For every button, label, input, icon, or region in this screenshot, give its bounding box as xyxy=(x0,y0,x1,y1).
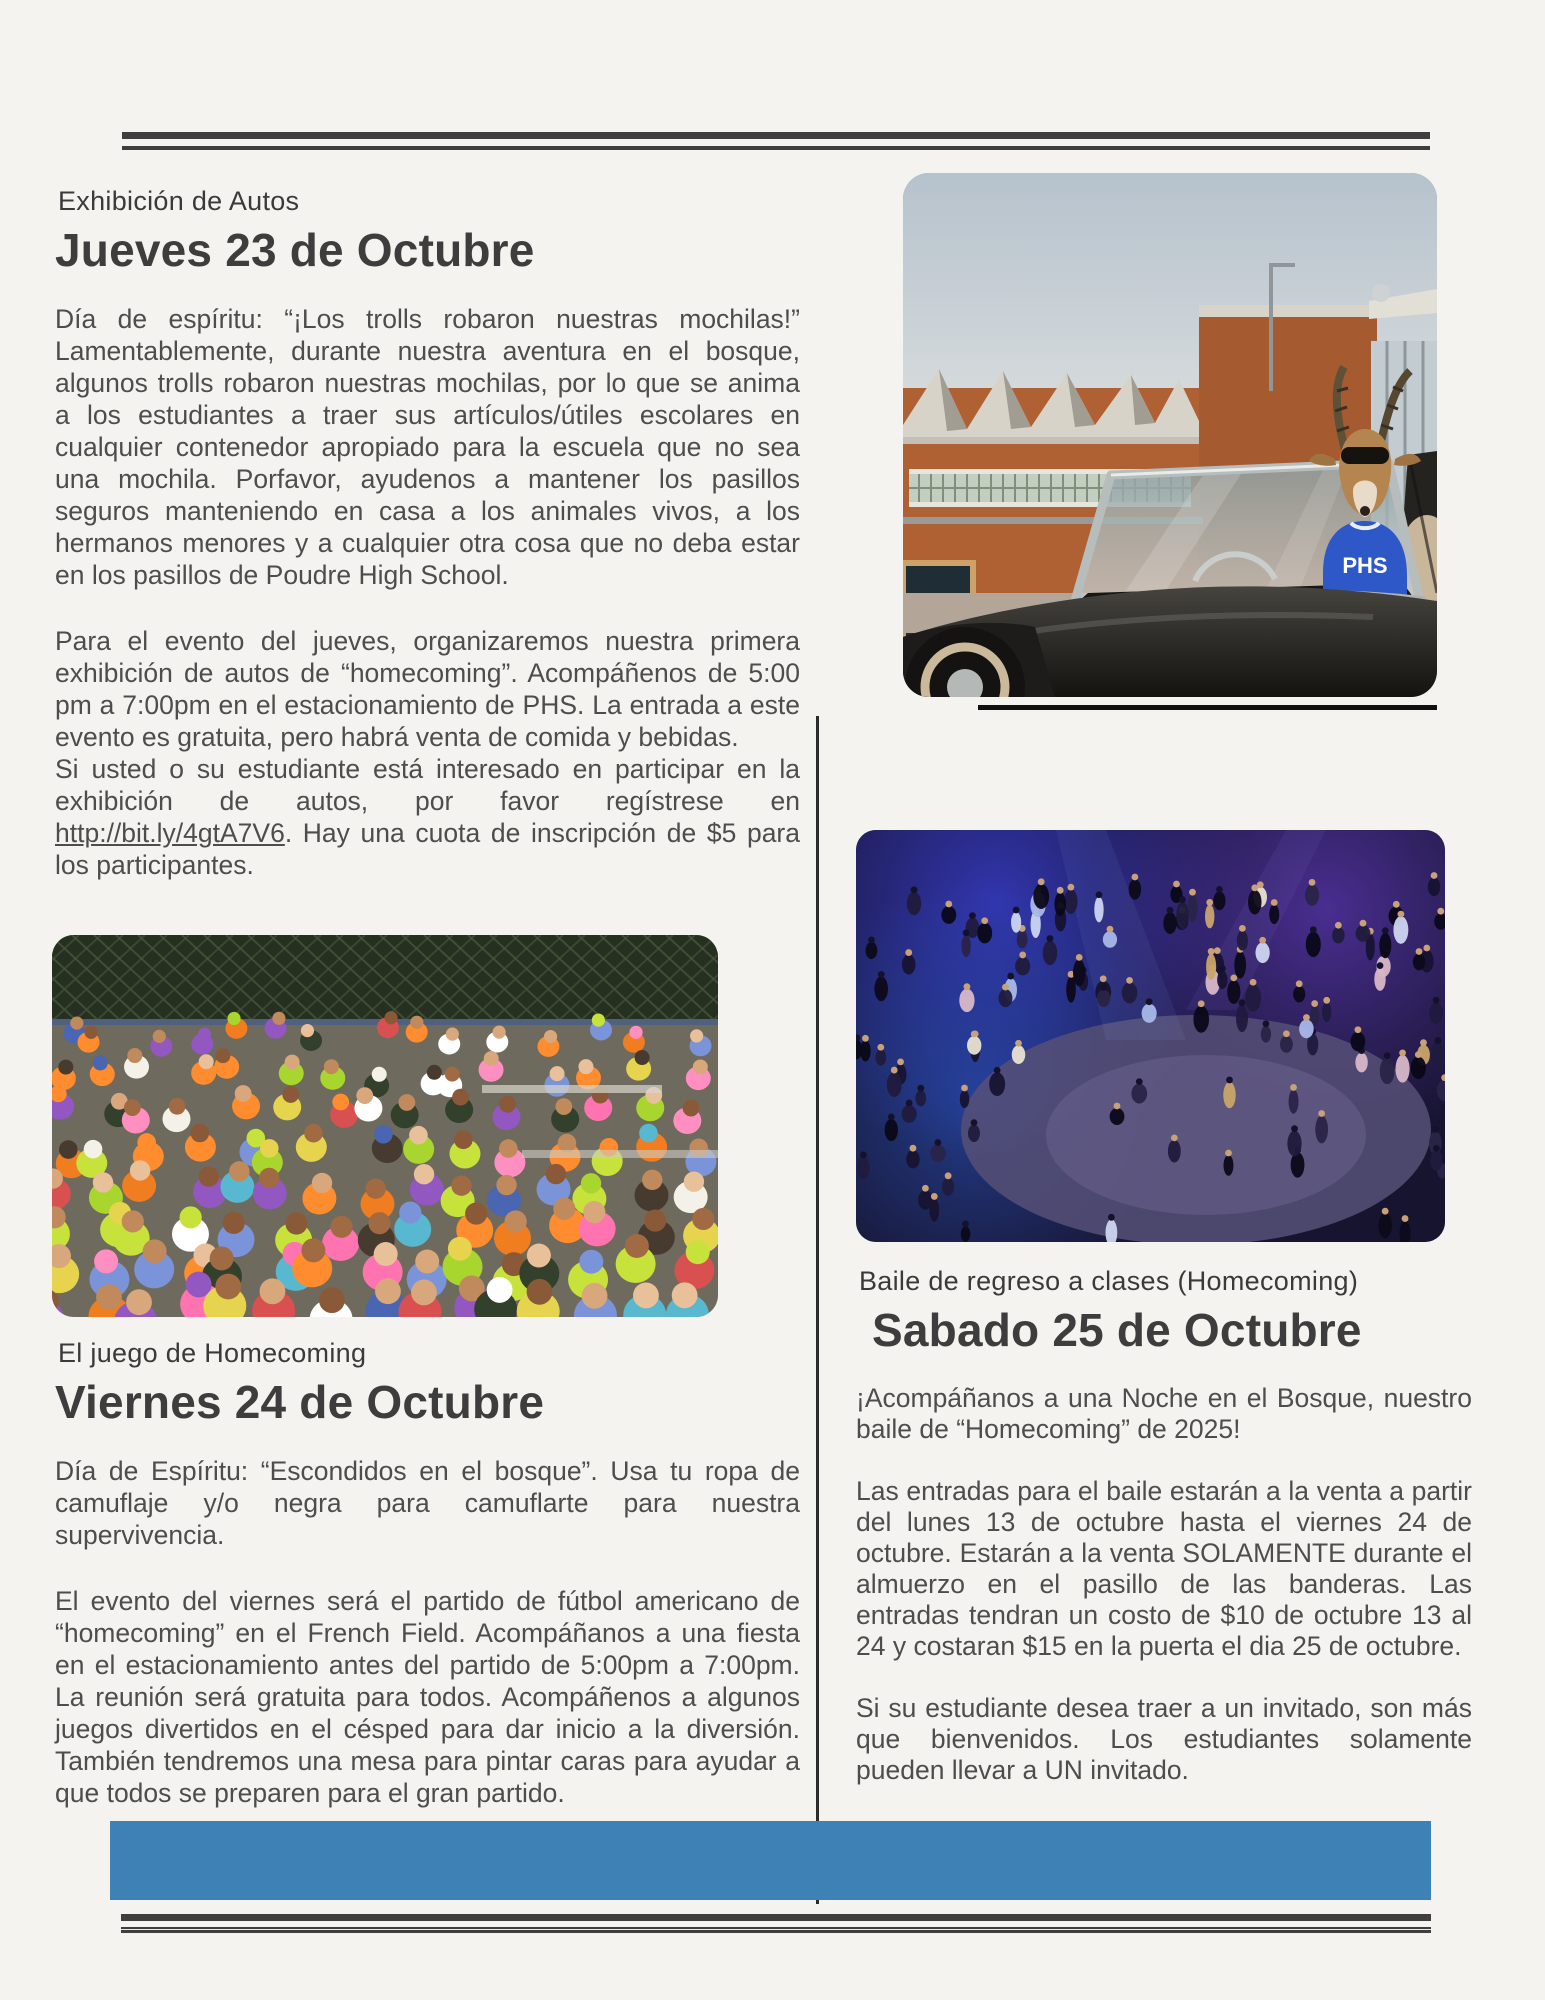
car-photo-underline xyxy=(978,705,1437,710)
section-car-show xyxy=(55,186,800,881)
heading-sabado: Sabado 25 de Octubre xyxy=(872,1304,1362,1356)
heading-jueves: Jueves 23 de Octubre xyxy=(55,224,535,276)
dance-paragraph-1: ¡Acompáñanos a una Noche en el Bosque, nuestro baile de “Homecoming” de 2025! xyxy=(856,1383,1472,1444)
dance-caption: Baile de regreso a clases (Homecoming) xyxy=(859,1266,1359,1296)
dance-paragraph-2: Las entradas para el baile estarán a la venta a partir del lunes 13 de octubre hasta el viernes 24 de octubre. Estarán a la venta SOLAMENTE durante el almuerzo en el pasillo de las banderas. Las entradas tendran un costo de $10 de octubre 13 al 24 y costaran $15 en la puerta el dia 25 de octubre. xyxy=(856,1476,1472,1661)
car-show-label: Exhibición de Autos xyxy=(58,186,300,216)
car-show-paragraph-1: Día de espíritu: “¡Los trolls robaron nuestras mochilas!” Lamentablemente, durante nuestra aventura en el bosque, algunos trolls robaron nuestras mochilas, por lo que se anima a los estudiantes a traer sus artículos/útiles escolares en cualquier contenedor apropiado para la escuela que no sea una mochila. Porfavor, ayudenos a mantener los pasillos seguros manteniendo en casa a los animales vivos, a los hermanos menores y a cualquier otra cosa que no deba estar en los pasillos de Poudre High School. xyxy=(55,304,800,590)
bottom-rule-thick xyxy=(121,1914,1431,1921)
car-show-paragraph-3-pre: Si usted o su estudiante está interesado en participar en la exhibición de autos, por favor regístrese en xyxy=(55,754,800,816)
dance-paragraph-3: Si su estudiante desea traer a un invitado, son más que bienvenidos. Los estudiantes solamente pueden llevar a UN invitado. xyxy=(856,1693,1472,1785)
section-dance xyxy=(856,1266,1472,1817)
crowd-scene xyxy=(52,935,718,1317)
game-paragraph-2: El evento del viernes será el partido de fútbol americano de “homecoming” en el French Field. Acompáñanos a una fiesta en el estacionamiento antes del partido de 5:00pm a 7:00pm. La reunión será gratuita para todos. Acompáñenos a algunos juegos divertidos en el césped para dar inicio a la diversión. También tendremos una mesa para pintar caras para ayudar a que todos se preparen para el gran partido. xyxy=(55,1586,800,1808)
section-game xyxy=(55,1338,800,1843)
top-rule-thick xyxy=(122,132,1430,139)
registration-link[interactable]: http://bit.ly/4gtA7V6 xyxy=(55,818,285,848)
bottom-rule-thin xyxy=(121,1927,1431,1933)
dance-scene xyxy=(856,830,1445,1242)
game-paragraph-1: Día de Espíritu: “Escondidos en el bosque”. Usa tu ropa de camuflaje y/o negra para camuflarte para nuestra supervivencia. xyxy=(55,1456,800,1550)
homecoming-dance-photo xyxy=(856,830,1445,1242)
car-show-paragraph-3-post: . Hay una cuota de inscripción de $5 para los participantes. xyxy=(55,818,800,880)
mascot-convertible-photo xyxy=(903,173,1437,697)
game-caption: El juego de Homecoming xyxy=(58,1338,367,1368)
car-show-paragraph-3 xyxy=(55,753,800,881)
car-show-paragraph-2: Para el evento del jueves, organizaremos nuestra primera exhibición de autos de “homecoming”. Acompáñenos de 5:00 pm a 7:00pm en el estacionamiento de PHS. La entrada a este evento es gratuita, pero habrá venta de comida y bebidas. xyxy=(55,626,800,752)
column-divider xyxy=(816,716,819,1904)
homecoming-game-crowd-photo xyxy=(52,935,718,1317)
mascot-shirt-text: PHS xyxy=(1342,553,1388,578)
mascot-convertible-scene xyxy=(903,173,1437,697)
heading-viernes: Viernes 24 de Octubre xyxy=(55,1376,545,1428)
bottom-accent-bar xyxy=(110,1821,1431,1900)
top-rule-thin xyxy=(122,146,1430,150)
